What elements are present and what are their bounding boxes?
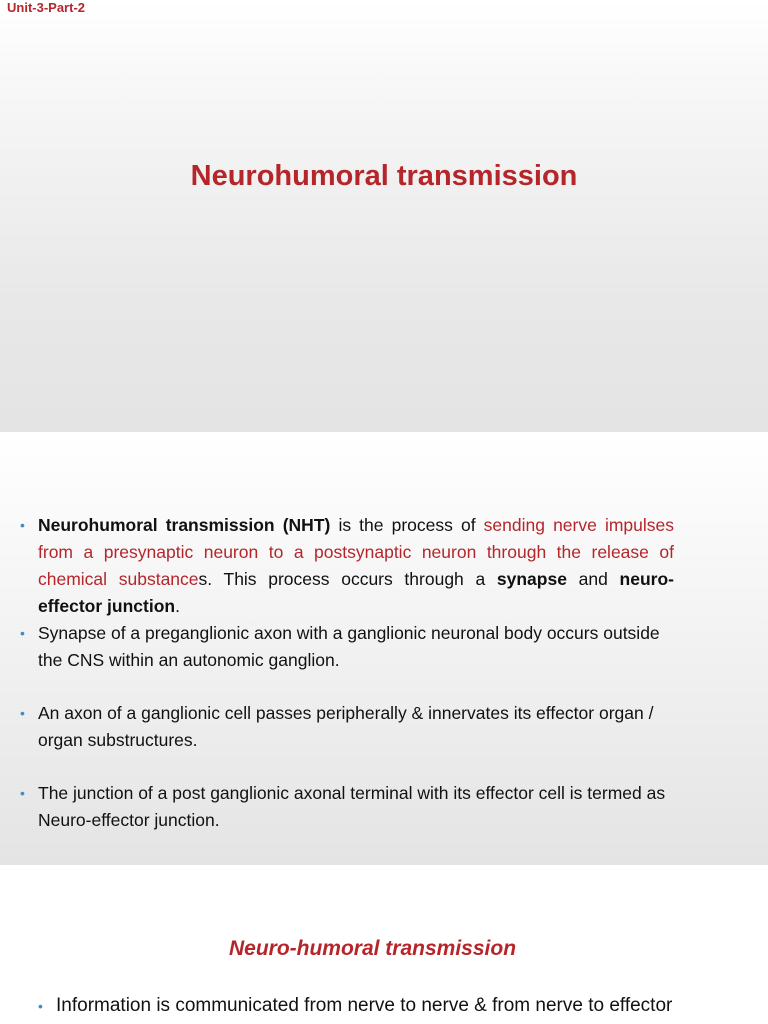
bullet-dot-icon: • <box>20 517 25 533</box>
nht-text-1: is the process of <box>330 515 484 535</box>
definition-bullet-list <box>20 512 674 834</box>
slide3-bullet-list <box>38 993 750 1019</box>
bullet-synapse <box>20 620 674 674</box>
slide-title <box>0 0 768 432</box>
bullet-dot-icon: • <box>38 998 43 1014</box>
unit-label: Unit-3-Part-2 <box>7 0 86 15</box>
bullet-nht-definition <box>20 512 674 620</box>
slide-definition <box>0 432 768 865</box>
nht-text-2: s. This process occurs through a <box>198 569 497 589</box>
slide-title-heading: Neurohumoral transmission <box>190 160 578 192</box>
bullet-information-text: Information is communicated from nerve to nerve & from nerve to effector <box>56 995 673 1016</box>
nht-text-4: . <box>175 596 180 616</box>
nht-highlight: sending nerve impulses from a presynaptic neuron to a postsynaptic neuron through the release of chemical substance <box>38 515 674 589</box>
bullet-dot-icon: • <box>20 705 25 721</box>
bullet-dot-icon: • <box>20 625 25 641</box>
bullet-axon-text: An axon of a ganglionic cell passes peripherally & innervates its effector organ / organ substructures. <box>38 703 654 750</box>
bullet-junction <box>20 780 674 834</box>
synapse-term: synapse <box>496 569 567 589</box>
slide3-subtitle: Neuro-humoral transmission <box>228 937 517 960</box>
junction-term: neuro-effector junction <box>38 569 674 616</box>
slide-neuro-humoral <box>0 865 768 1024</box>
bullet-axon <box>20 700 674 754</box>
nht-text-3: and <box>566 569 620 589</box>
bullet-dot-icon: • <box>20 785 25 801</box>
bullet-junction-text: The junction of a post ganglionic axonal terminal with its effector cell is termed as Neuro-effector junction. <box>38 783 666 830</box>
bullet-synapse-text: Synapse of a preganglionic axon with a ganglionic neuronal body occurs outside the CNS within an autonomic ganglion. <box>38 623 660 670</box>
nht-term: Neurohumoral transmission (NHT) <box>38 515 331 535</box>
bullet-information <box>38 993 750 1019</box>
